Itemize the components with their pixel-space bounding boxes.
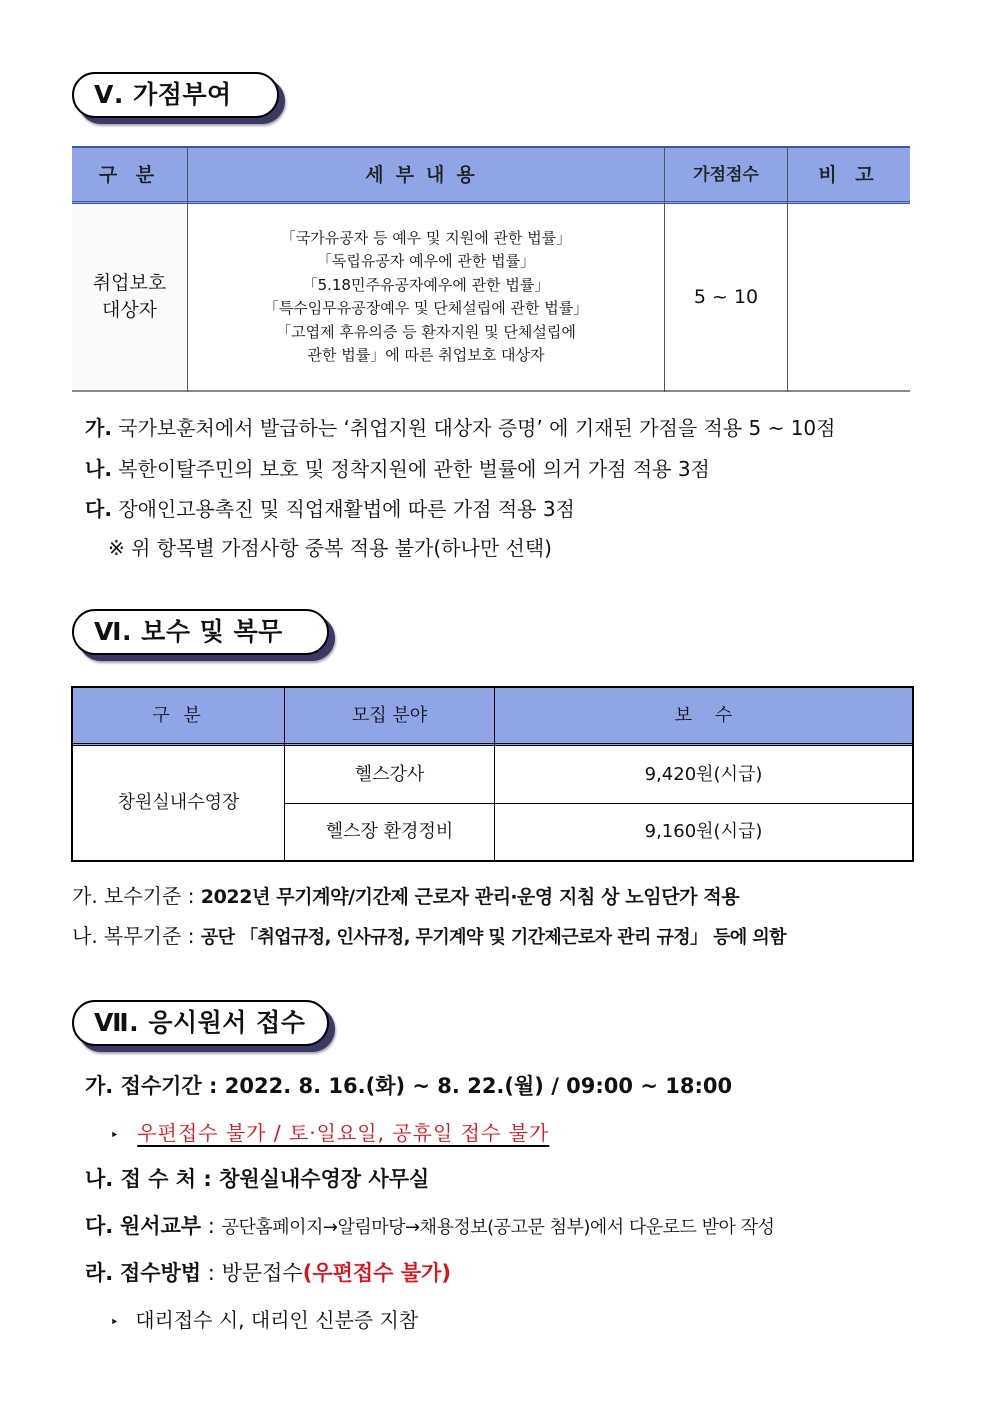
item-text: 복한이탈주민의 보호 및 정착지원에 관한 벌률에 의거 가점 적용 3점 <box>118 457 710 481</box>
item-marker: 가. <box>85 416 112 440</box>
detail-line: 「5.18민주유공자예우에 관한 법률」 <box>302 275 550 294</box>
item-colon: : <box>209 1074 218 1098</box>
triangle-bullet-icon: ‣ <box>110 1313 119 1331</box>
header-note: 비 고 <box>818 164 880 186</box>
column-divider <box>494 688 495 860</box>
bonus-item-da <box>85 493 575 522</box>
section-7-title: Ⅶ. 응시원서 접수 <box>72 1000 329 1046</box>
item-text: 방문접수 <box>221 1261 303 1285</box>
pay-table <box>71 686 914 862</box>
detail-line: 「고엽제 후유의증 등 환자지원 및 단체설립에 <box>276 322 576 341</box>
section-6-title: Ⅵ. 보수 및 복무 <box>72 609 329 655</box>
item-marker: 나. <box>85 1167 114 1191</box>
item-text: 2022. 8. 16.(화) ~ 8. 22.(월) / 09:00 ~ 18:00 <box>224 1074 733 1098</box>
header-field: 모집 분야 <box>351 705 428 726</box>
item-text-red: (우편접수 불가) <box>302 1261 451 1285</box>
table-header-row <box>72 146 910 204</box>
detail-line: 관한 법률」에 따른 취업보호 대상자 <box>307 346 545 364</box>
item-text: 공단홈페이지→알림마당→채용정보(공고문 첨부)에서 다운로드 받아 작성 <box>221 1217 775 1238</box>
apply-item-na <box>85 1163 429 1193</box>
item-marker: 나. <box>85 457 112 481</box>
item-colon: : <box>187 924 195 948</box>
item-colon: : <box>187 884 195 908</box>
apply-subnote-2 <box>110 1304 418 1333</box>
category-line: 대상자 <box>101 299 158 321</box>
field-cell: 헬스장 환경정비 <box>325 821 454 842</box>
category-line: 취업보호 <box>92 272 167 294</box>
header-category: 구 분 <box>98 164 161 186</box>
item-marker: 라. <box>85 1261 114 1285</box>
bonus-item-na <box>85 453 710 482</box>
bonus-points-table <box>72 146 910 392</box>
field-cell: 헬스강사 <box>354 764 425 785</box>
header-category: 구 분 <box>152 705 205 726</box>
item-text: 장애인고용촉진 및 직업재활법에 따른 가점 적용 3점 <box>118 497 575 521</box>
row-divider <box>285 803 912 804</box>
item-label: 접 수 처 <box>120 1167 197 1191</box>
item-colon: : <box>207 1261 215 1285</box>
table-header-row <box>73 688 912 746</box>
apply-item-ga <box>85 1070 732 1100</box>
item-colon: : <box>203 1167 212 1191</box>
table-row <box>72 204 910 392</box>
column-divider <box>664 146 665 392</box>
item-marker: 가. <box>85 1074 114 1098</box>
column-divider <box>787 146 788 392</box>
item-colon: : <box>207 1214 215 1238</box>
column-divider <box>284 688 285 860</box>
item-text: 공단 「취업규정, 인사규정, 무기계약 및 기간제근로자 관리 규정」 등에 의함 <box>200 927 786 948</box>
detail-line: 「국가유공자 등 예우 및 지원에 관한 법률」 <box>280 228 572 247</box>
item-label: 원서교부 <box>119 1214 202 1238</box>
item-label: 접수방법 <box>119 1261 202 1285</box>
item-label: 접수기간 <box>120 1074 202 1098</box>
item-marker: 다. <box>85 1214 114 1238</box>
apply-subnote-1 <box>110 1117 549 1146</box>
triangle-bullet-icon: ‣ <box>110 1126 119 1144</box>
apply-item-da <box>85 1210 774 1240</box>
header-details: 세부내용 <box>365 164 487 186</box>
detail-line: 「독립유공자 예우에 관한 법률」 <box>316 252 536 270</box>
detail-line: 「특수임무유공장예우 및 단체설립에 관한 법률」 <box>263 299 589 317</box>
bonus-item-ga <box>85 412 835 441</box>
item-text: 국가보훈처에서 발급하는 ‘취업지원 대상자 증명’ 에 기재된 가점을 적용 5 ~ 10점 <box>118 416 836 440</box>
pay-cell: 9,160원(시급) <box>644 821 763 842</box>
row-category <box>72 204 187 390</box>
column-divider <box>187 146 188 392</box>
subnote-text: 대리접수 시, 대리인 신분증 지참 <box>135 1308 419 1332</box>
item-marker: 나. <box>72 924 98 948</box>
place-cell: 창원실내수영장 <box>117 792 240 813</box>
section-5-title: Ⅴ. 가점부여 <box>72 72 279 118</box>
item-marker: 다. <box>85 497 112 521</box>
header-points: 가점점수 <box>693 165 759 185</box>
duplicate-note: ※ 위 항목별 가점사항 중복 적용 불가(하나만 선택) <box>108 536 552 560</box>
header-pay: 보 수 <box>674 705 733 726</box>
pay-item-na <box>72 920 786 949</box>
item-text: 2022년 무기계약/기간제 근로자 관리‧운영 지침 상 노임단가 적용 <box>200 886 740 908</box>
row-details <box>188 204 664 390</box>
subnote-text: 우편접수 불가 / 토‧일요일, 공휴일 접수 불가 <box>137 1121 550 1145</box>
item-label: 보수기준 <box>104 884 182 908</box>
pay-item-ga <box>72 880 739 909</box>
item-text: 창원실내수영장 사무실 <box>219 1167 430 1191</box>
pay-cell: 9,420원(시급) <box>644 764 763 785</box>
row-points: 5 ~ 10 <box>693 286 759 308</box>
apply-item-ra <box>85 1257 451 1287</box>
item-label: 복무기준 <box>104 924 182 948</box>
item-marker: 가. <box>72 884 98 908</box>
